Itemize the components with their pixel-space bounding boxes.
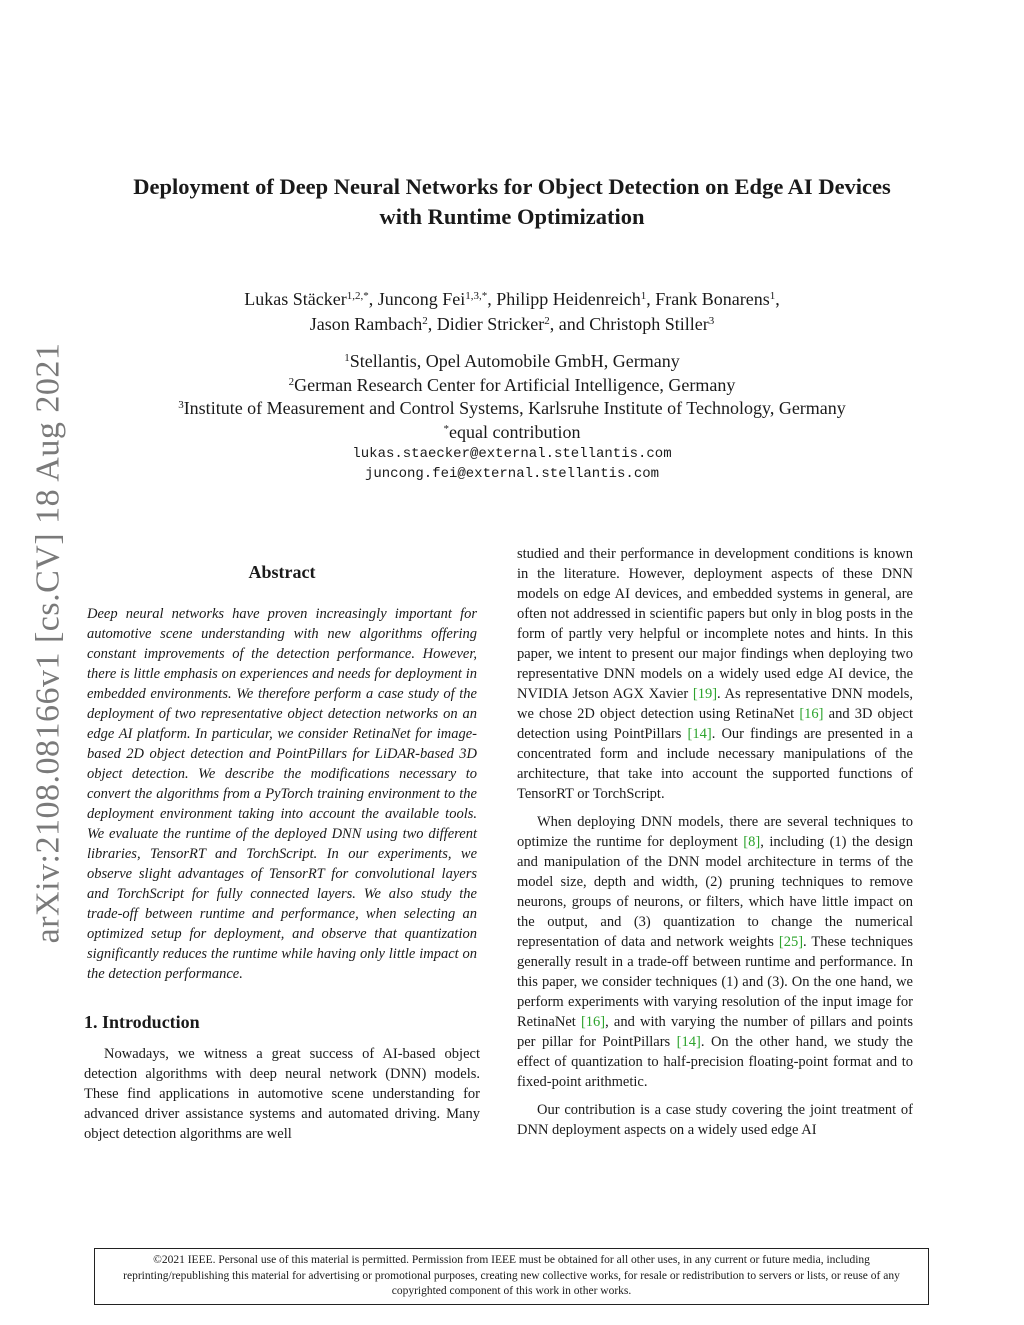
citation-link[interactable]: [14] xyxy=(676,1034,701,1050)
paper-title xyxy=(80,172,944,232)
author-name: Jason Rambach xyxy=(309,314,423,334)
paragraph-text: . As representative DNN models, we chose 2D object detection using RetinaNet xyxy=(517,686,913,722)
affiliation-marker: 2 xyxy=(288,375,295,388)
author-separator: , xyxy=(487,289,497,309)
paragraph xyxy=(517,812,913,1092)
paragraph xyxy=(517,544,913,804)
affiliation-marker: 1 xyxy=(344,352,350,364)
author-name: Juncong Fei xyxy=(377,289,466,309)
left-column xyxy=(84,558,480,1152)
affiliation-text: Stellantis, Opel Automobile GmbH, Germany xyxy=(349,351,680,371)
affiliation-list xyxy=(80,350,944,444)
author-affiliation-marker: 3 xyxy=(708,315,715,327)
affiliation-line xyxy=(80,421,944,445)
author-affiliation-marker: 1,3,* xyxy=(465,290,488,302)
citation-link[interactable]: [19] xyxy=(692,686,718,702)
author-separator: , xyxy=(427,314,437,334)
author-separator: , xyxy=(368,289,378,309)
affiliation-text: equal contribution xyxy=(449,421,581,442)
author-separator: , and xyxy=(549,314,590,334)
affiliation-line xyxy=(80,374,944,398)
author-name: Philipp Heidenreich xyxy=(496,289,641,309)
author-affiliation-marker: 2 xyxy=(544,315,550,327)
title-line-1: Deployment of Deep Neural Networks for Object Detection on Edge AI Devices xyxy=(133,174,891,199)
author-affiliation-marker: 1 xyxy=(769,290,776,302)
author-name: Didier Stricker xyxy=(436,314,545,334)
abstract-heading: Abstract xyxy=(248,562,316,582)
affiliation-text: German Research Center for Artificial Intelligence, Germany xyxy=(294,374,736,395)
paragraph-text: When deploying DNN models, there are several techniques to optimize the runtime for deployment xyxy=(517,814,913,850)
author-affiliation-marker: 2 xyxy=(422,315,428,327)
abstract-text: Deep neural networks have proven increasingly important for automotive scene understanding with new algorithms offering constant improvements of the detection performance. However, there is little emphasis on experiences and needs for deployment in embedded environments. We therefore perform a case study of the deployment of two representative object detection networks on an edge AI platform. In particular, we consider RetinaNet for image-based 2D object detection and PointPillars for LiDAR-based 3D object detection. We describe the modifications necessary to convert the algorithms from a PyTorch training environment to the deployment environment taking into account the available tools. We evaluate the runtime of the deployed DNN using two different libraries, TensorRT and TorchScript. In our experiments, we observe slight advantages of TensorRT for convolutional layers and TorchScript for fully connected layers. We also study the trade-off between runtime and performance, when selecting an optimized setup for deployment, and observe that quantization significantly reduces the runtime while having only little impact on the detection performance. xyxy=(87,606,477,982)
affiliation-line xyxy=(80,397,944,421)
paragraph-text: and 3D object detection using PointPillars xyxy=(517,706,913,742)
affiliation-text: Institute of Measurement and Control Systems, Karlsruhe Institute of Technology, Germany xyxy=(183,398,846,418)
arxiv-stamp-text: arXiv:2108.08166v1 [cs.CV] 18 Aug 2021 xyxy=(29,342,66,943)
right-column xyxy=(517,544,913,1148)
paragraph-text: studied and their performance in development conditions is known in the literature. However, deployment aspects of these DNN models on edge AI devices, and embedded systems in general, are often not addressed in scientific papers but only in blog posts in the form of partly very helpful or incomplete notes and hints. In this paper, we intent to present our major findings when deploying two representative DNN models on a widely used edge AI device, the NVIDIA Jetson AGX Xavier xyxy=(517,546,913,702)
paragraph-text: . On the other hand, we study the effect of quantization to half-precision floating-point format and to fixed-point arithmetic. xyxy=(517,1034,913,1090)
citation-link[interactable]: [14] xyxy=(687,726,712,742)
author-name: Lukas Stäcker xyxy=(244,289,347,309)
paragraph: Our contribution is a case study covering the joint treatment of DNN deployment aspects on a widely used edge AI xyxy=(517,1102,913,1138)
affiliation-marker: 3 xyxy=(178,399,184,411)
section-heading-introduction: 1. Introduction xyxy=(84,1012,200,1032)
author-separator: , xyxy=(646,289,656,309)
copyright-notice: ©2021 IEEE. Personal use of this material is permitted. Permission from IEEE must be obtained for all other uses, in any current or future media, including reprinting/republishing this material for advertising or promotional purposes, creating new collective works, for resale or redistribution to servers or lists, or reuse of any copyrighted component of this work in other works. xyxy=(94,1248,929,1305)
author-affiliation-marker: 1 xyxy=(640,290,647,302)
email-address[interactable]: juncong.fei@external.stellantis.com xyxy=(364,466,660,482)
author-name: Christoph Stiller xyxy=(589,314,709,334)
arxiv-identifier-stamp xyxy=(24,342,72,943)
email-address[interactable]: lukas.staecker@external.stellantis.com xyxy=(352,446,672,462)
paragraph-text: . These techniques generally result in a trade-off between runtime and performance. In this paper, we consider techniques (1) and (3). On the one hand, we perform experiments with varying resolution of the input image for RetinaNet xyxy=(517,934,913,1030)
paragraph: Nowadays, we witness a great success of AI-based object detection algorithms with deep neural network (DNN) models. These find applications in automotive scene understanding for advanced driver assistance systems and automated driving. Many object detection algorithms are well xyxy=(84,1046,480,1142)
author-name: Frank Bonarens xyxy=(655,289,770,309)
author-list: Lukas Stäcker$^{1,2,*}$, Juncong Fei$^{1,3,*}$, Philipp Heidenreich$^1$, Frank Bonarens$^1$, Jason Rambach$^2$, Didier Stricker$^2$, and Christoph Stiller$^3$ xyxy=(244,289,780,334)
citation-link[interactable]: [16] xyxy=(580,1014,606,1030)
affiliation-marker: * xyxy=(443,422,450,435)
affiliation-line xyxy=(80,350,944,374)
citation-link[interactable]: [16] xyxy=(799,706,824,722)
citation-link[interactable]: [8] xyxy=(743,834,761,850)
paragraph-text: , including (1) the design and manipulation of the DNN model architecture in terms of the model size, depth and width, (2) pruning techniques to remove neurons, groups of neurons, or filters, which have little impact on the output, and (3) quantization to change the numerical representation of data and network weights xyxy=(517,834,913,950)
title-line-2: with Runtime Optimization xyxy=(379,204,645,229)
email-list xyxy=(80,444,944,484)
citation-link[interactable]: [25] xyxy=(778,934,804,950)
paragraph-text: . Our findings are presented in a concentrated form and include necessary manipulations of the architecture, that take into account the supported functions of TensorRT or TorchScript. xyxy=(517,726,913,802)
author-affiliation-marker: 1,2,* xyxy=(346,290,369,302)
paragraph-text: , and with varying the number of pillars and points per pillar for PointPillars xyxy=(517,1014,913,1050)
